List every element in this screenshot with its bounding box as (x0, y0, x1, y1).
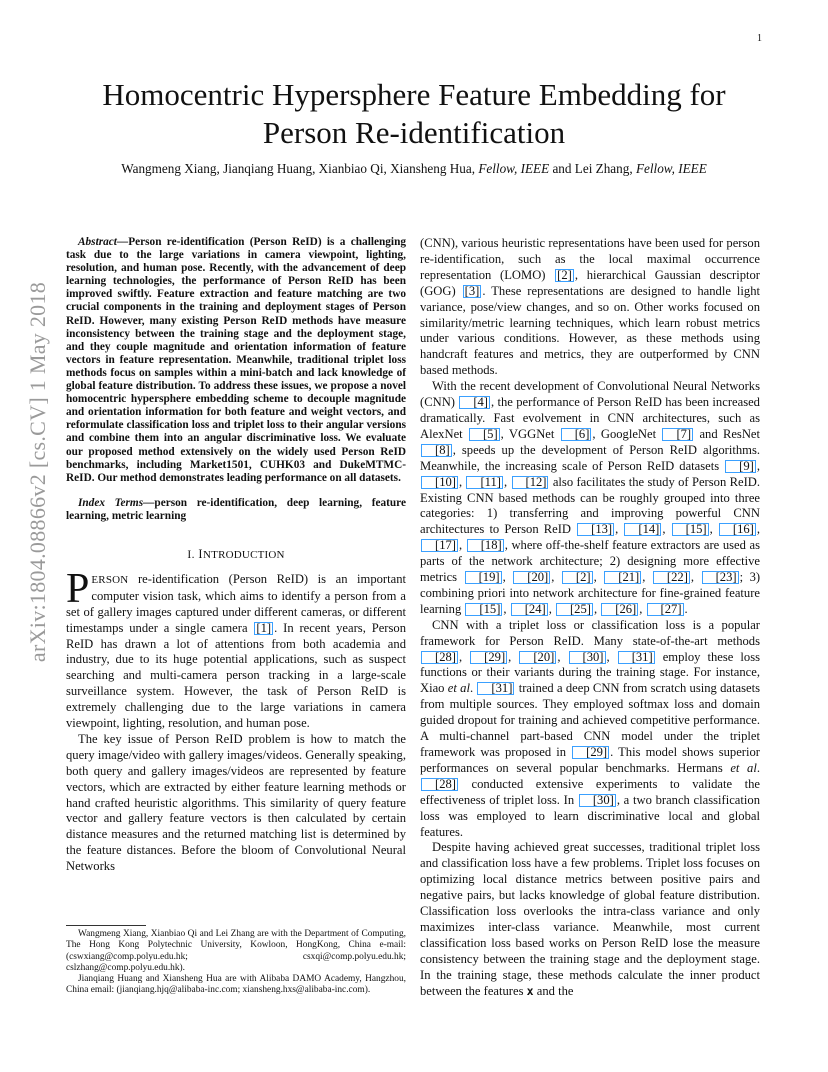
index-terms-body: person re-identification, deep learning, feature learning, metric learning (66, 496, 406, 522)
citation-link[interactable]: [17] (421, 539, 458, 552)
citation-link[interactable]: [11] (466, 476, 503, 489)
footnote-1: Wangmeng Xiang, Xianbiao Qi and Lei Zhang are with the Department of Computing, The Hong Kong Polytechnic University, Kowloon, HongKong, China e-mail: (cswxiang@comp.polyu.edu.hk; csxqi@comp.polyu.edu.hk; cslzhang@comp.polyu.edu.hk). (66, 929, 406, 973)
title-line-2: Person Re-identification (262, 115, 566, 150)
abstract (66, 236, 406, 485)
citation-link[interactable]: [26] (601, 603, 638, 616)
rp2-e: and ResNet (694, 426, 761, 441)
index-terms (66, 497, 406, 523)
citation-link[interactable]: [31] (618, 651, 655, 664)
rp4-b: and the (533, 983, 574, 998)
footnote-rule (66, 925, 146, 926)
title-line-1: Homocentric Hypersphere Feature Embedding for (102, 77, 726, 112)
citation-link[interactable]: [28] (421, 778, 458, 791)
citation-link[interactable]: [23] (702, 571, 739, 584)
citation-link[interactable]: [15] (465, 603, 502, 616)
right-paragraph-4 (420, 840, 760, 999)
author-list (40, 161, 788, 177)
citation-link[interactable]: [28] (421, 651, 458, 664)
page-number: 1 (757, 33, 762, 44)
author-fellow-1: Fellow, IEEE (478, 161, 550, 176)
footnotes (66, 929, 406, 997)
citation-link[interactable]: [25] (556, 603, 593, 616)
section-heading-introduction: I. INTRODUCTION (187, 546, 285, 561)
rp2-h: , where off-the-shelf feature extractors are used as parts of the network architecture; 2) designing more effective metrics (420, 538, 761, 585)
rp2-b: , the performance of Person ReID has been increased dramatically. Fast evolvement in CNN architectures, such as AlexNet (420, 395, 760, 441)
citation-link[interactable]: [3] (464, 283, 480, 298)
citation-link[interactable]: [12] (512, 476, 549, 489)
citation-link[interactable]: [20] (513, 571, 550, 584)
citation-link[interactable]: [7] (662, 428, 693, 441)
rp3-f: , a two branch classification loss was employed to learn discriminative local and global features. (420, 792, 760, 839)
intro-caps: ERSON (91, 573, 129, 586)
rp3-d: . This model shows superior performances on several popular benchmarks. Hermans (420, 745, 760, 775)
arxiv-watermark: arXiv:1804.08866v2 [cs.CV] 1 May 2018 (25, 281, 50, 663)
right-column (420, 236, 760, 1000)
authors-names: Wangmeng Xiang, Jianqiang Huang, Xianbiao Qi, Xiansheng Hua, (121, 161, 476, 176)
right-paragraph-2: With the recent development of Convolutional Neural Networks (CNN) [4] , the performance of Person ReID has been increased dramatically. Fast evolvement in CNN architectures, such as AlexNet [5] , VGGNet [6] , GoogleNet [7] and ResNet [8] , speeds up the development of Person ReID algorithms. Meanwhile, the increasing scale of Person ReID datasets [9] , [10] , [11] , [12] also facilitates the study of Person ReID. Existing CNN based methods can be roughly grouped into three categories: 1) transferring and improving powerful CNN architectures to Person ReID [13] , [14] , [15] , [16] , [17] , [18] , where off-the-shelf feature extractors are used as parts of the network architecture; 2) designing more effective metrics [19] , [20] , [2] , [21] , [22] , [23] ; 3) combining priori into network architecture for fine-grained feature learning [15] , [24] , [25] , [26] , [27] . (420, 379, 761, 616)
citation-link[interactable]: [4] (459, 396, 490, 409)
citation-link[interactable]: [14] (624, 523, 661, 536)
right-paragraph-3: CNN with a triplet loss or classification loss is a popular framework for Person ReID. Many state-of-the-art methods [28] , [29] , [20] , [30] , [31] employ these loss functions or their variants during the training stage. For instance, Xiao et al. [31] trained a deep CNN from scratch using datasets from multiple sources. They employed softmax loss and domain guided dropout for training and achieved competitive performance. A multi-channel part-based CNN model under the triplet framework was proposed in [29] . This model shows superior performances on several popular benchmarks. Hermans et al. [28] conducted extensive experiments to validate the effectiveness of triplet loss. In [30] , a two branch classification loss was employed to learn discriminative local and global features. (420, 617, 761, 839)
citation-link[interactable]: [29] (572, 746, 609, 759)
index-terms-label: Index Terms— (78, 496, 155, 509)
citation-link[interactable]: [9] (725, 460, 756, 473)
citation-link[interactable]: [13] (577, 523, 614, 536)
citation-link[interactable]: [31] (477, 682, 514, 695)
citation-link[interactable]: [21] (604, 571, 641, 584)
rp3-c: trained a deep CNN from scratch using datasets from multiple sources. They employed softmax loss and domain guided dropout for training and achieved competitive performance. A multi-channel part-based CNN model under the triplet framework was proposed in (420, 681, 760, 759)
rp4-a: Despite having achieved great successes, traditional triplet loss and classification loss have a few problems. Triplet loss focuses on optimizing local distance metrics between positive pairs and negative pairs, but lacks knowledge of global feature distribution. Classification loss overlooks the intra-class variance and only maximizes inter-class variance. Meanwhile, most current classification loss based works on Person ReID lose the measure consistency between the training stage and the deployment stage. In the training stage, these methods calculate the inner product between the features (420, 840, 760, 998)
citation-link[interactable]: [8] (421, 444, 452, 457)
rp1-c: . These representations are designed to handle light variance, pose/view changes, and so on. Other works focused on similarity/metric learning techniques, which learn robust metrics under various conditions. However, as these methods using handcraft features and metrics, they are outperformed by CNN based methods. (420, 283, 760, 378)
intro-paragraph-1 (66, 565, 406, 732)
citation-link[interactable]: [24] (511, 603, 548, 616)
abstract-body: Person re-identification (Person ReID) is a challenging task due to the large variations in camera viewpoint, lighting, resolution, and human pose. Recently, with the advancement of deep learning technologies, the performance of Person ReID has been improved swiftly. Feature extraction and feature matching are two crucial components in the training and deployment stages of Person ReID. However, many existing Person ReID methods have measure inconsistency between the training stage and the deployment stage, and they couple magnitude and orientation information of feature vectors in feature representation. Meanwhile, traditional triplet loss methods focus on samples within a mini-batch and lack knowledge of global feature distribution. To address these issues, we propose a novel homocentric hypersphere embedding scheme to decouple magnitude and orientation information for both feature and weight vectors, and reformulate classification loss and triplet loss to their angular versions and combine them into an angular discriminative loss. We evaluate our proposed method extensively on the widely used Person ReID benchmarks, including Market1501, CUHK03 and DukeMTMC-ReID. Our method demonstrates leading performance on all datasets. (66, 236, 406, 484)
rp3-etal-1: et al (447, 681, 470, 696)
authors-and: and Lei Zhang, (549, 161, 633, 176)
right-paragraph-1 (420, 236, 760, 379)
rp3-etal-2: et al (730, 760, 757, 775)
rp3-a: CNN with a triplet loss or classification loss is a popular framework for Person ReID. Many state-of-the-art methods (420, 617, 760, 648)
rp1-a: (CNN), various heuristic representations have been used for person re-identification, such as the local maximal occurrence representation (LOMO) (420, 236, 760, 282)
citation-link[interactable]: [20] (519, 651, 556, 664)
left-column (66, 236, 406, 875)
citation-link[interactable]: [5] (469, 428, 500, 441)
intro-paragraph-2: The key issue of Person ReID problem is how to match the query image/video with gallery images/videos. Generally speaking, both query and gallery images/videos are represented by feature vectors, which are extracted by either feature learning methods or hand crafted heuristic algorithms. This similarity of query feature vector and gallery feature vectors is then calculated by certain distance measures and the returned matching list is determined by the feature distances. Before the bloom of Convolutional Neural Networks (66, 731, 406, 874)
math-x: x (526, 983, 534, 998)
citation-link[interactable]: [10] (421, 476, 458, 489)
citation-link[interactable]: [16] (719, 523, 756, 536)
citation-link[interactable]: [29] (470, 651, 507, 664)
drop-cap: P (66, 565, 90, 612)
rp3-b: employ these loss functions or their variants during the training stage. For instance, Xiao (420, 649, 761, 696)
citation-link[interactable]: [30] (569, 651, 606, 664)
abstract-label: Abstract— (78, 236, 129, 248)
rp2-d: , GoogleNet (592, 426, 662, 441)
section-heading-caps: NTRODUCTION (203, 548, 285, 561)
rp2-a: With the recent development of Convolutional Neural Networks (CNN) (420, 379, 760, 410)
paper-title (60, 76, 768, 152)
footnote-2: Jianqiang Huang and Xiansheng Hua are with Alibaba DAMO Academy, Hangzhou, China email: (jianqiang.hjq@alibaba-inc.com; xiansheng.hxs@alibaba-inc.com). (66, 974, 406, 996)
citation-link[interactable]: [30] (579, 794, 616, 807)
citation-link[interactable]: [18] (467, 539, 504, 552)
citation-link[interactable]: [27] (647, 603, 684, 616)
section-heading-initial: I (198, 546, 204, 561)
citation-link[interactable]: [2] (562, 571, 593, 584)
citation-link[interactable]: [19] (465, 571, 502, 584)
rp3-e: conducted extensive experiments to validate the effectiveness of triplet loss. In (420, 776, 760, 807)
citation-link[interactable]: [2] (557, 267, 572, 282)
rp2-g: also facilitates the study of Person ReID. Existing CNN based methods can be roughly grouped into three categories: 1) transferring and improving powerful CNN architectures to Person ReID (420, 474, 761, 537)
intro-p1-text-b: . In recent years, Person ReID has drawn a lot of attentions from both academia and industry, due to its huge potential applications, such as suspect searching and multi-camera person tracking in a large-scale surveillance system. However, the task of Person ReID is extremely challenging due to the large variations in camera viewpoint, lighting, resolution, and human pose. (66, 620, 406, 731)
citation-link[interactable]: [6] (561, 428, 592, 441)
citation-link[interactable]: [1] (256, 620, 272, 635)
rp2-f: , speeds up the development of Person ReID algorithms. Meanwhile, the increasing scale of Person ReID datasets (420, 442, 760, 473)
intro-p1-text: re-identification (Person ReID) is an important computer vision task, which aims to identify a person from a set of gallery images captured under different cameras, or different timestamps under a single camera (66, 571, 406, 635)
rp1-b: , hierarchical Gaussian descriptor (GOG) (420, 267, 760, 298)
citation-link[interactable]: [15] (672, 523, 709, 536)
citation-link[interactable]: [22] (653, 571, 690, 584)
author-fellow-2: Fellow, IEEE (635, 161, 707, 176)
rp2-i: ; 3) combining priori into network architecture for fine-grained feature learning (420, 570, 761, 616)
rp2-c: , VGGNet (500, 426, 560, 441)
